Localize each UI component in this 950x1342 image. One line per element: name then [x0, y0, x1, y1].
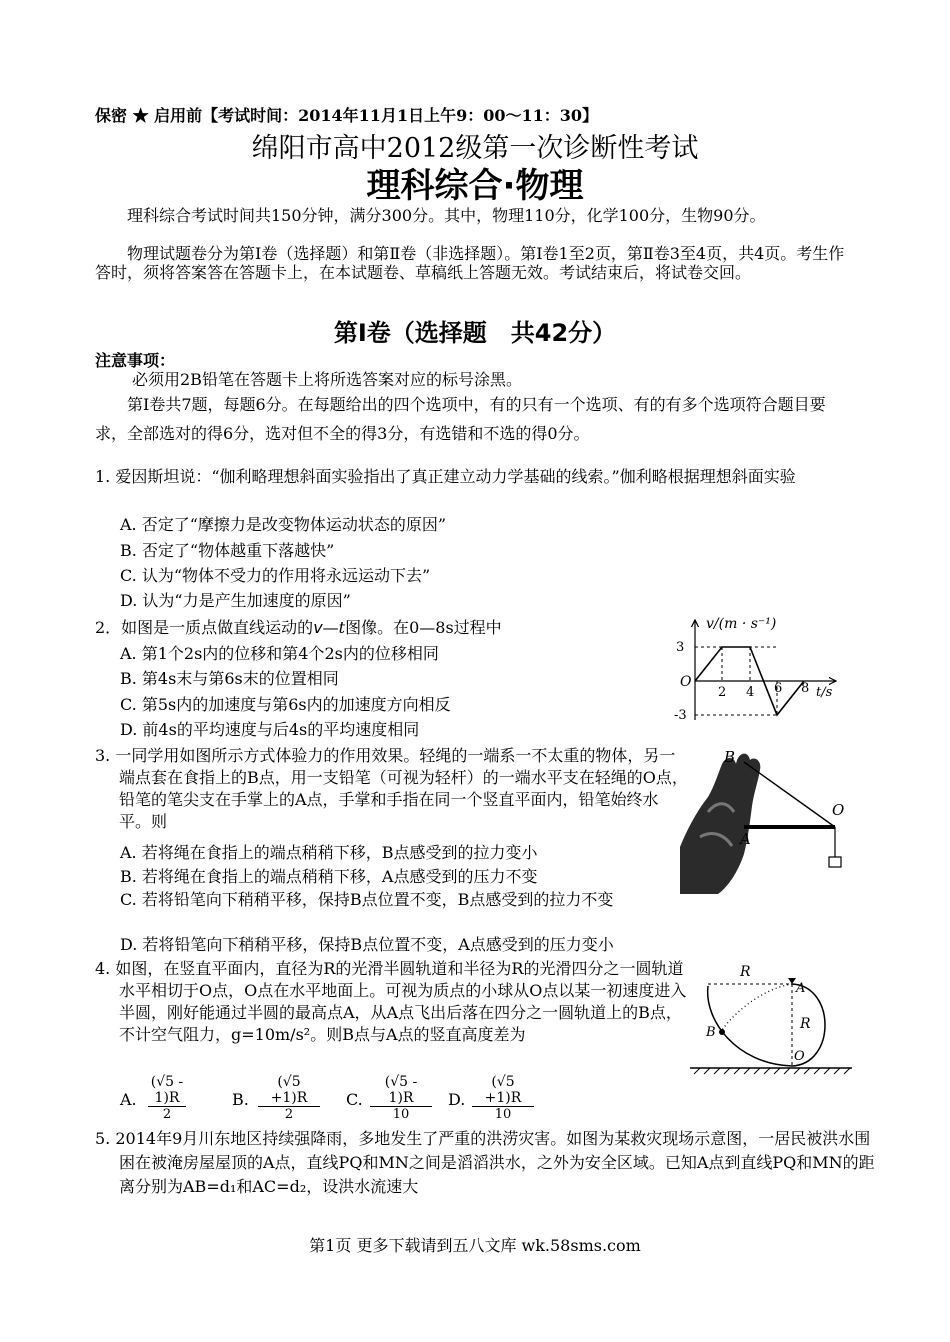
q4-option-a-label: A. [120, 1090, 137, 1109]
graph-origin: O [680, 674, 692, 690]
q4-option-a-fraction [148, 1074, 186, 1122]
notice-item-2: 第Ⅰ卷共7题，每题6分。在每题给出的四个选项中，有的只有一个选项、有的有多个选项符合题目要求，全部选对的得6分，选对但不全的得3分，有选错和不选的得0分。 [95, 395, 826, 443]
q4-option-a-numerator: (√5 - 1)R [148, 1074, 186, 1107]
point-b-dot [719, 1029, 725, 1035]
q2-stem-pre: 2．如图是一质点做直线运动的 [95, 618, 314, 637]
q4-option-c-numerator: (√5 - 1)R [370, 1074, 432, 1107]
label-point-o: O [794, 1049, 805, 1064]
q1-option-a: A. 否定了“摩擦力是改变物体运动状态的原因” [120, 515, 447, 534]
q4-option-d-fraction [472, 1074, 534, 1122]
graph-y-tick-3: 3 [676, 640, 685, 655]
graph-x-label: t/s [816, 685, 833, 700]
hanging-weight [829, 857, 841, 867]
hand-shape [680, 754, 760, 894]
question-4-stem: 4. 如图，在竖直平面内，直径为R的光滑半圆轨道和半径为R的光滑四分之一圆轨道水平相切于O点，O点在水平地面上。可视为质点的小球从O点以某一初速度进入半圆，刚好能通过半圆的最高点A，从A点飞出后落在四分之一圆轨道上的B点，不计空气阻力，g=10m/s²。则B点与A点的竖直高度差为 [95, 959, 687, 1044]
q2-option-a: A. 第1个2s内的位移和第4个2s内的位移相同 [120, 644, 439, 663]
q4-option-c-fraction [370, 1074, 432, 1122]
q2-stem-post: 图像。在0—8s过程中 [345, 618, 502, 637]
quarter-circle-track [708, 986, 792, 1066]
notice-label: 注意事项： [95, 351, 176, 370]
velocity-time-graph [668, 610, 843, 735]
intro-paragraph-2: 物理试题卷分为第Ⅰ卷（选择题）和第Ⅱ卷（非选择题）。第Ⅰ卷1至2页，第Ⅱ卷3至4页，共4页。考生作答时，须将答案答在答题卡上，在本试题卷、草稿纸上答题无效。考试结束后，将试卷交回。 [95, 244, 845, 282]
q1-option-c: C. 认为“物体不受力的作用将永远运动下去” [120, 566, 431, 585]
point-b-label: B [724, 748, 736, 766]
q4-option-d-numerator: (√5 +1)R [472, 1074, 534, 1107]
q3-option-d: D. 若将铅笔向下稍稍平移，保持B点位置不变，A点感受到的压力变小 [120, 935, 614, 954]
projectile-path [722, 984, 792, 1030]
graph-y-tick-neg3: -3 [674, 708, 687, 723]
graph-y-label: v/(m · s⁻¹) [706, 616, 777, 632]
question-2-stem [95, 617, 655, 639]
q3-option-c: C. 若将铅笔向下稍稍平移，保持B点位置不变，B点感受到的拉力不变 [120, 890, 614, 909]
point-a-label: A [740, 830, 751, 848]
confidential-line: 保密 ★ 启用前【考试时间：2014年11月1日上午9：00～11：30】 [95, 106, 599, 125]
graph-x-tick-2: 2 [718, 685, 727, 700]
question-1-stem: 1. 爱因斯坦说：“伽利略理想斜面实验指出了真正建立动力学基础的线索。”伽利略根据理想斜面实验 [95, 467, 796, 486]
label-r-vertical: R [800, 1016, 811, 1032]
q4-option-a-denominator: 2 [162, 1107, 172, 1122]
q1-option-b: B. 否定了“物体越重下落越快” [120, 541, 335, 560]
hand-pencil-figure [678, 742, 858, 897]
question-3-stem: 3. 一同学用如图所示方式体验力的作用效果。轻绳的一端系一不太重的物体，另一端点套在食指上的B点，用一支铅笔（可视为轻杆）的一端水平支在轻绳的O点，铅笔的笔尖支在手掌上的A点，手掌和手指在同一个竖直平面内，铅笔始终水平。则 [95, 746, 688, 831]
q2-stem-v: v [313, 618, 323, 637]
graph-x-tick-4: 4 [746, 685, 755, 700]
page-footer: 第1页 更多下载请到五八文库 wk.58sms.com [309, 1236, 641, 1255]
q2-option-b: B. 第4s末与第6s末的位置相同 [120, 669, 339, 688]
string-line [744, 762, 835, 827]
label-r-horizontal: R [740, 964, 751, 980]
q4-option-d-denominator: 10 [494, 1107, 512, 1122]
q4-option-b-label: B. [232, 1090, 249, 1109]
q2-stem-dash: — [322, 618, 339, 637]
question-5-stem: 5. 2014年9月川东地区持续强降雨，多地发生了严重的洪涝灾害。如图为某救灾现场示意图，一居民被洪水围困在被淹房屋屋顶的A点，直线PQ和MN之间是滔滔洪水，之外为安全区域。已知A点到直线PQ和MN的距离分别为AB=d₁和AC=d₂，设洪水流速大 [95, 1129, 875, 1196]
q4-option-c-label: C. [346, 1090, 363, 1109]
q3-option-b: B. 若将绳在食指上的端点稍稍下移，A点感受到的压力不变 [120, 867, 538, 886]
q2-option-c: C. 第5s内的加速度与第6s内的加速度方向相反 [120, 695, 451, 714]
track-figure [686, 960, 856, 1080]
q1-option-d: D. 认为“力是产生加速度的原因” [120, 591, 351, 610]
point-o-label: O [832, 801, 845, 819]
exam-title: 绵阳市高中2012级第一次诊断性考试 [251, 133, 699, 164]
q4-option-b-fraction [258, 1074, 320, 1122]
q4-option-b-denominator: 2 [284, 1107, 294, 1122]
graph-x-tick-6: 6 [774, 681, 783, 696]
intro-paragraph-1: 理科综合考试时间共150分钟，满分300分。其中，物理110分，化学100分，生物90分。 [127, 206, 766, 225]
q4-option-d-label: D. [448, 1090, 466, 1109]
label-point-b: B [706, 1025, 716, 1040]
q2-option-d: D. 前4s的平均速度与后4s的平均速度相同 [120, 720, 420, 739]
notice-item-1: 必须用2B铅笔在答题卡上将所选答案对应的标号涂黑。 [132, 370, 522, 389]
subject-title: 理科综合·物理 [366, 166, 584, 206]
part-1-title: 第Ⅰ卷（选择题 共42分） [333, 319, 617, 347]
graph-x-tick-8: 8 [801, 681, 810, 696]
label-point-a: A [796, 981, 806, 996]
q3-option-a: A. 若将绳在食指上的端点稍稍下移，B点感受到的拉力变小 [120, 843, 538, 862]
q4-option-c-denominator: 10 [392, 1107, 410, 1122]
q4-option-b-numerator: (√5 +1)R [258, 1074, 320, 1107]
q2-stem-t: t [338, 618, 346, 637]
